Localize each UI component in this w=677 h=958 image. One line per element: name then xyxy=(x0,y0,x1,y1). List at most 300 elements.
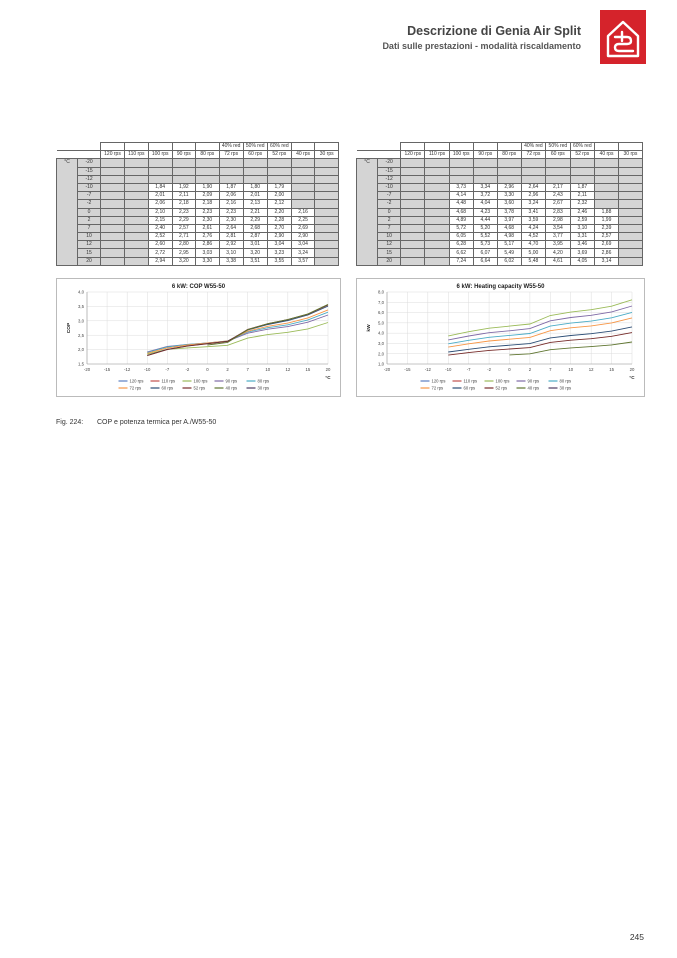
temperature-cell: 12 xyxy=(78,241,101,249)
value-cell: 2,29 xyxy=(243,216,267,224)
table-row xyxy=(357,241,643,249)
value-cell xyxy=(219,159,243,167)
value-cell xyxy=(124,167,148,175)
value-cell: 3,30 xyxy=(196,257,220,265)
value-cell: 3,59 xyxy=(521,216,545,224)
y-tick-label: 2,0 xyxy=(78,347,84,353)
value-cell xyxy=(473,167,497,175)
value-cell xyxy=(315,192,339,200)
value-cell xyxy=(291,167,315,175)
value-cell: 2,61 xyxy=(196,224,220,232)
value-cell: 2,20 xyxy=(267,208,291,216)
value-cell: 2,01 xyxy=(243,192,267,200)
value-cell xyxy=(618,167,642,175)
y-tick-label: 2,0 xyxy=(378,351,384,357)
value-cell xyxy=(595,192,619,200)
value-cell xyxy=(618,192,642,200)
y-tick-label: 3,0 xyxy=(78,318,84,324)
y-tick-label: 8,0 xyxy=(378,289,384,295)
cop-chart xyxy=(56,278,341,397)
value-cell: 2,59 xyxy=(570,216,594,224)
legend-label: 30 rps xyxy=(559,385,572,391)
value-cell: 2,06 xyxy=(219,192,243,200)
value-cell xyxy=(570,159,594,167)
table-row xyxy=(57,216,339,224)
value-cell: 2,60 xyxy=(148,241,172,249)
temperature-cell: 10 xyxy=(78,233,101,241)
table-row xyxy=(357,249,643,257)
temperature-cell: -20 xyxy=(78,159,101,167)
value-cell: 2,30 xyxy=(196,216,220,224)
red-label-cell xyxy=(315,143,339,151)
temperature-cell: -7 xyxy=(378,192,401,200)
value-cell xyxy=(618,200,642,208)
value-cell: 2,43 xyxy=(546,192,570,200)
temperature-cell: 15 xyxy=(78,249,101,257)
x-tick-label: -10 xyxy=(144,367,151,372)
table-row xyxy=(57,192,339,200)
legend-label: 80 rps xyxy=(257,378,270,384)
value-cell xyxy=(101,224,125,232)
value-cell xyxy=(497,159,521,167)
value-cell: 2,96 xyxy=(497,183,521,191)
value-cell: 1,99 xyxy=(595,216,619,224)
table-row xyxy=(57,183,339,191)
value-cell: 3,69 xyxy=(570,249,594,257)
temperature-cell: 15 xyxy=(378,249,401,257)
temperature-cell: -7 xyxy=(78,192,101,200)
value-cell xyxy=(315,233,339,241)
x-tick-label: -2 xyxy=(185,367,190,372)
value-cell xyxy=(243,175,267,183)
value-cell xyxy=(595,183,619,191)
x-tick-label: 12 xyxy=(285,367,291,372)
value-cell xyxy=(101,167,125,175)
value-cell xyxy=(124,216,148,224)
value-cell: 2,46 xyxy=(570,208,594,216)
value-cell: 7,24 xyxy=(449,257,473,265)
value-cell xyxy=(595,200,619,208)
value-cell: 2,67 xyxy=(546,200,570,208)
table-row xyxy=(357,208,643,216)
value-cell: 2,94 xyxy=(148,257,172,265)
value-cell xyxy=(449,159,473,167)
value-cell xyxy=(101,208,125,216)
red-label-cell xyxy=(449,143,473,151)
value-cell xyxy=(315,175,339,183)
x-tick-label: -20 xyxy=(383,367,391,372)
value-cell: 5,48 xyxy=(521,257,545,265)
temperature-cell: -15 xyxy=(378,167,401,175)
value-cell xyxy=(124,183,148,191)
value-cell xyxy=(315,167,339,175)
y-tick-label: 1,5 xyxy=(78,361,84,367)
value-cell xyxy=(291,200,315,208)
brand-house-heat-logo-icon xyxy=(600,10,646,64)
red-label-cell xyxy=(101,143,125,151)
value-cell xyxy=(148,159,172,167)
x-tick-label: 0 xyxy=(508,367,511,372)
value-cell: 6,62 xyxy=(449,249,473,257)
value-cell xyxy=(219,175,243,183)
value-cell: 2,17 xyxy=(546,183,570,191)
value-cell xyxy=(267,175,291,183)
value-cell xyxy=(124,224,148,232)
value-cell: 2,13 xyxy=(243,200,267,208)
legend-label: 60 rps xyxy=(161,385,174,391)
value-cell: 3,20 xyxy=(172,257,196,265)
x-tick-label: 7 xyxy=(246,367,249,372)
value-cell: 2,06 xyxy=(148,200,172,208)
y-tick-label: 4,0 xyxy=(378,330,384,336)
x-tick-label: -2 xyxy=(487,367,491,372)
value-cell: 2,86 xyxy=(196,241,220,249)
value-cell: 2,00 xyxy=(267,192,291,200)
value-cell xyxy=(425,257,449,265)
value-cell: 5,20 xyxy=(473,224,497,232)
x-tick-label: 12 xyxy=(588,367,594,372)
column-header: 40 rps xyxy=(595,151,619,159)
value-cell xyxy=(618,208,642,216)
value-cell xyxy=(315,183,339,191)
legend-label: 110 rps xyxy=(463,378,478,384)
legend-label: 40 rps xyxy=(225,385,238,391)
value-cell: 6,05 xyxy=(449,233,473,241)
series-line-72-rps xyxy=(448,318,632,347)
value-cell: 2,23 xyxy=(196,208,220,216)
value-cell xyxy=(172,175,196,183)
value-cell: 2,83 xyxy=(546,208,570,216)
column-header: 60 rps xyxy=(243,151,267,159)
value-cell xyxy=(618,257,642,265)
table-row xyxy=(357,159,643,167)
value-cell: 4,89 xyxy=(449,216,473,224)
value-cell xyxy=(618,183,642,191)
legend-label: 100 rps xyxy=(495,378,510,384)
table-row xyxy=(357,200,643,208)
y-axis-label: COP xyxy=(67,322,72,334)
value-cell: 3,34 xyxy=(473,183,497,191)
value-cell xyxy=(101,175,125,183)
x-axis-label: °C xyxy=(629,375,635,380)
value-cell xyxy=(219,167,243,175)
value-cell xyxy=(243,159,267,167)
value-cell: 4,68 xyxy=(497,224,521,232)
heating-capacity-line-chart xyxy=(357,279,644,396)
value-cell: 2,90 xyxy=(267,233,291,241)
value-cell xyxy=(124,249,148,257)
value-cell: 2,18 xyxy=(196,200,220,208)
value-cell xyxy=(101,257,125,265)
x-tick-label: 20 xyxy=(629,367,635,372)
y-axis-label: kW xyxy=(367,324,372,332)
value-cell: 4,61 xyxy=(546,257,570,265)
value-cell: 5,49 xyxy=(497,249,521,257)
value-cell xyxy=(124,241,148,249)
column-header: 110 rps xyxy=(425,151,449,159)
value-cell xyxy=(546,159,570,167)
value-cell xyxy=(618,241,642,249)
table-row xyxy=(57,257,339,265)
value-cell xyxy=(315,200,339,208)
value-cell: 2,18 xyxy=(172,200,196,208)
red-label-cell xyxy=(473,143,497,151)
value-cell: 6,07 xyxy=(473,249,497,257)
legend-label: 90 rps xyxy=(527,378,540,384)
value-cell: 3,95 xyxy=(546,241,570,249)
value-cell: 5,17 xyxy=(497,241,521,249)
page-number: 245 xyxy=(629,932,644,942)
value-cell xyxy=(425,175,449,183)
temperature-cell: -12 xyxy=(378,175,401,183)
temperature-cell: -2 xyxy=(378,200,401,208)
value-cell: 4,20 xyxy=(546,249,570,257)
table-red-label-row xyxy=(357,143,643,151)
value-cell: 3,31 xyxy=(570,233,594,241)
value-cell: 3,73 xyxy=(449,183,473,191)
value-cell xyxy=(401,192,425,200)
value-cell: 1,87 xyxy=(570,183,594,191)
cop-line-chart xyxy=(57,279,340,396)
value-cell: 2,69 xyxy=(291,224,315,232)
y-tick-label: 6,0 xyxy=(378,310,384,316)
temperature-cell: 0 xyxy=(378,208,401,216)
value-cell xyxy=(101,200,125,208)
x-tick-label: 10 xyxy=(568,367,574,372)
value-cell xyxy=(401,216,425,224)
value-cell: 1,87 xyxy=(219,183,243,191)
x-tick-label: -15 xyxy=(103,367,111,372)
table-row xyxy=(357,224,643,232)
value-cell xyxy=(546,167,570,175)
legend-label: 120 rps xyxy=(129,378,144,384)
value-cell: 2,23 xyxy=(172,208,196,216)
column-header: 40 rps xyxy=(291,151,315,159)
figure-caption-text: COP e potenza termica per A./W55-50 xyxy=(97,419,217,426)
value-cell xyxy=(595,159,619,167)
value-cell: 3,04 xyxy=(267,241,291,249)
temperature-cell: -10 xyxy=(378,183,401,191)
value-cell xyxy=(618,233,642,241)
value-cell: 2,76 xyxy=(196,233,220,241)
table-corner-cell xyxy=(357,151,401,159)
column-header: 80 rps xyxy=(497,151,521,159)
value-cell: 2,86 xyxy=(595,249,619,257)
column-header: 72 rps xyxy=(521,151,545,159)
page-title: Descrizione di Genia Air Split xyxy=(407,24,581,38)
table-header-row xyxy=(57,151,339,159)
red-label-cell xyxy=(595,143,619,151)
column-header: 120 rps xyxy=(101,151,125,159)
value-cell: 3,23 xyxy=(267,249,291,257)
value-cell: 3,72 xyxy=(473,192,497,200)
red-label-cell: 50% red xyxy=(546,143,570,151)
table-corner-cell xyxy=(57,151,101,159)
value-cell: 3,57 xyxy=(291,257,315,265)
value-cell: 6,02 xyxy=(497,257,521,265)
value-cell: 3,46 xyxy=(570,241,594,249)
table-row xyxy=(357,183,643,191)
value-cell xyxy=(618,159,642,167)
column-header: 72 rps xyxy=(219,151,243,159)
temperature-cell: -12 xyxy=(78,175,101,183)
value-cell xyxy=(595,167,619,175)
value-cell: 2,52 xyxy=(148,233,172,241)
red-label-cell: 40% red xyxy=(219,143,243,151)
value-cell: 3,51 xyxy=(243,257,267,265)
red-label-cell: 60% red xyxy=(267,143,291,151)
value-cell xyxy=(315,249,339,257)
value-cell: 4,48 xyxy=(449,200,473,208)
value-cell xyxy=(101,183,125,191)
value-cell xyxy=(425,233,449,241)
value-cell: 5,73 xyxy=(473,241,497,249)
column-header: 110 rps xyxy=(124,151,148,159)
value-cell xyxy=(101,192,125,200)
value-cell xyxy=(425,192,449,200)
value-cell: 2,98 xyxy=(546,216,570,224)
value-cell: 4,52 xyxy=(521,233,545,241)
value-cell: 2,96 xyxy=(521,192,545,200)
value-cell: 2,16 xyxy=(219,200,243,208)
value-cell: 2,16 xyxy=(291,208,315,216)
page-header xyxy=(382,24,581,53)
legend-label: 30 rps xyxy=(257,385,270,391)
value-cell xyxy=(401,175,425,183)
value-cell xyxy=(521,159,545,167)
value-cell xyxy=(315,208,339,216)
value-cell xyxy=(401,233,425,241)
column-header: 30 rps xyxy=(315,151,339,159)
value-cell xyxy=(124,200,148,208)
value-cell xyxy=(425,183,449,191)
x-axis-label: °C xyxy=(325,375,331,380)
red-label-cell xyxy=(196,143,220,151)
value-cell xyxy=(595,175,619,183)
value-cell: 2,11 xyxy=(172,192,196,200)
table-row xyxy=(357,216,643,224)
x-tick-label: 2 xyxy=(226,367,229,372)
value-cell xyxy=(101,233,125,241)
value-cell: 3,01 xyxy=(243,241,267,249)
column-header: 52 rps xyxy=(267,151,291,159)
red-label-cell xyxy=(401,143,425,151)
red-label-cell xyxy=(172,143,196,151)
value-cell: 2,25 xyxy=(291,216,315,224)
x-tick-label: 15 xyxy=(609,367,614,372)
value-cell: 4,44 xyxy=(473,216,497,224)
value-cell xyxy=(172,167,196,175)
table-row xyxy=(57,249,339,257)
y-tick-label: 3,0 xyxy=(378,341,384,347)
chart-title: 6 kW: Heating capacity W55-50 xyxy=(456,284,545,290)
value-cell xyxy=(497,167,521,175)
value-cell: 4,04 xyxy=(473,200,497,208)
legend-label: 52 rps xyxy=(193,385,206,391)
value-cell xyxy=(267,159,291,167)
value-cell xyxy=(196,159,220,167)
value-cell: 2,81 xyxy=(219,233,243,241)
figure-caption-label: Fig. 224: xyxy=(56,419,84,426)
red-label-cell xyxy=(618,143,642,151)
x-tick-label: -15 xyxy=(404,367,411,372)
value-cell: 2,32 xyxy=(570,200,594,208)
page-subtitle: Dati sulle prestazioni - modalità riscaldamento xyxy=(382,41,581,51)
table-row xyxy=(357,167,643,175)
table-row xyxy=(57,224,339,232)
value-cell xyxy=(401,249,425,257)
value-cell: 4,14 xyxy=(449,192,473,200)
value-cell: 2,57 xyxy=(172,224,196,232)
value-cell xyxy=(315,224,339,232)
value-cell xyxy=(570,175,594,183)
value-cell: 3,20 xyxy=(243,249,267,257)
x-tick-label: -12 xyxy=(424,367,431,372)
value-cell xyxy=(521,175,545,183)
table-row xyxy=(357,233,643,241)
value-cell: 4,70 xyxy=(521,241,545,249)
x-tick-label: 0 xyxy=(206,367,209,372)
value-cell xyxy=(449,175,473,183)
x-tick-label: -7 xyxy=(466,367,471,372)
value-cell: 4,98 xyxy=(497,233,521,241)
value-cell xyxy=(267,167,291,175)
column-header: 80 rps xyxy=(196,151,220,159)
y-tick-label: 3,5 xyxy=(78,304,84,309)
table-red-label-row xyxy=(57,143,339,151)
value-cell xyxy=(401,257,425,265)
column-header: 90 rps xyxy=(473,151,497,159)
x-tick-label: 7 xyxy=(549,367,552,372)
column-header: 100 rps xyxy=(148,151,172,159)
table-row xyxy=(57,159,339,167)
value-cell xyxy=(124,192,148,200)
value-cell xyxy=(618,224,642,232)
value-cell: 3,24 xyxy=(291,249,315,257)
value-cell xyxy=(425,200,449,208)
value-cell: 2,80 xyxy=(172,241,196,249)
red-label-cell: 40% red xyxy=(521,143,545,151)
value-cell xyxy=(449,167,473,175)
table-row xyxy=(57,200,339,208)
table-row xyxy=(57,241,339,249)
value-cell: 3,24 xyxy=(521,200,545,208)
value-cell: 3,10 xyxy=(570,224,594,232)
legend-label: 72 rps xyxy=(431,385,444,391)
value-cell xyxy=(291,192,315,200)
value-cell xyxy=(425,216,449,224)
value-cell xyxy=(291,175,315,183)
value-cell: 1,90 xyxy=(196,183,220,191)
value-cell xyxy=(124,175,148,183)
red-label-cell xyxy=(497,143,521,151)
value-cell xyxy=(425,249,449,257)
x-tick-label: -20 xyxy=(83,367,91,372)
legend-label: 100 rps xyxy=(193,378,208,384)
value-cell xyxy=(124,159,148,167)
chart-title: 6 kW: COP W55-50 xyxy=(171,284,226,290)
value-cell: 3,03 xyxy=(196,249,220,257)
x-tick-label: -12 xyxy=(124,367,131,372)
y-tick-label: 7,0 xyxy=(378,299,384,305)
temperature-cell: -2 xyxy=(78,200,101,208)
red-label-cell: 50% red xyxy=(243,143,267,151)
value-cell xyxy=(473,175,497,183)
x-tick-label: -10 xyxy=(445,367,452,372)
table-row xyxy=(357,175,643,183)
value-cell xyxy=(570,167,594,175)
value-cell: 1,79 xyxy=(267,183,291,191)
